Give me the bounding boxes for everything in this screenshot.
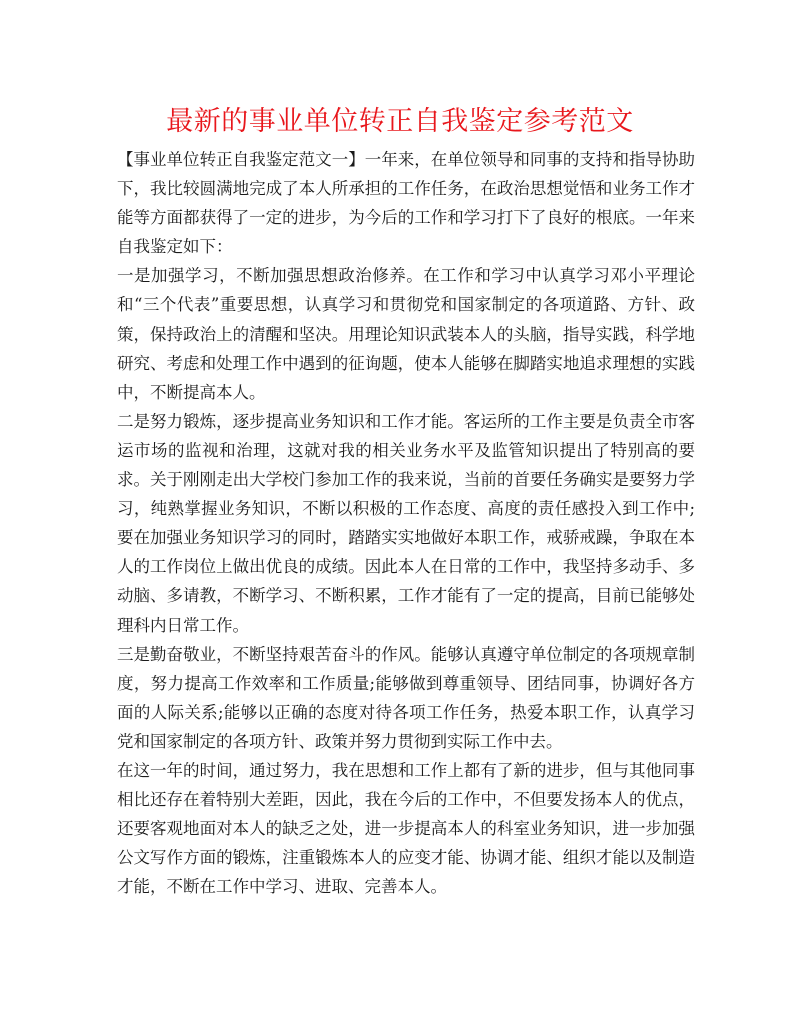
paragraph-point-three: 三是勤奋敬业，不断坚持艰苦奋斗的作风。能够认真遵守单位制定的各项规章制度，努力提高工作效率和工作质量;能够做到尊重领导、团结同事，协调好各方面的人际关系;能够以正确的态度对待各项工作任务，热爱本职工作，认真学习党和国家制定的各项方针、政策并努力贯彻到实际工作中去。 — [117, 644, 695, 751]
document-title: 最新的事业单位转正自我鉴定参考范文 — [166, 106, 634, 137]
paragraph-intro: 【事业单位转正自我鉴定范文一】一年来，在单位领导和同事的支持和指导协助下，我比较圆满地完成了本人所承担的工作任务，在政治思想觉悟和业务工作才能等方面都获得了一定的进步，为今后的工作和学习打下了良好的根底。一年来自我鉴定如下： — [117, 150, 695, 257]
paragraph-point-two: 二是努力锻炼，逐步提高业务知识和工作才能。客运所的工作主要是负责全市客运市场的监视和治理，这就对我的相关业务水平及监管知识提出了特别高的要求。关于刚刚走出大学校门参加工作的我来说，当前的首要任务确实是要努力学习，纯熟掌握业务知识，不断以积极的工作态度、高度的责任感投入到工作中;要在加强业务知识学习的同时，踏踏实实地做好本职工作，戒骄戒躁，争取在本人的工作岗位上做出优良的成绩。因此本人在日常的工作中，我坚持多动手、多动脑、多请教，不断学习、不断积累，工作才能有了一定的提高，目前已能够处理科内日常工作。 — [117, 411, 695, 635]
paragraph-conclusion: 在这一年的时间，通过努力，我在思想和工作上都有了新的进步，但与其他同事相比还存在着特别大差距，因此，我在今后的工作中，不但要发扬本人的优点，还要客观地面对本人的缺乏之处，进一步提高本人的科室业务知识，进一步加强公文写作方面的锻炼，注重锻炼本人的应变才能、协调才能、组织才能以及制造才能，不断在工作中学习、进取、完善本人。 — [117, 760, 695, 897]
paragraph-point-one: 一是加强学习，不断加强思想政治修养。在工作和学习中认真学习邓小平理论和“三个代表”重要思想，认真学习和贯彻党和国家制定的各项道路、方针、政策，保持政治上的清醒和坚决。用理论知识武装本人的头脑，指导实践，科学地研究、考虑和处理工作中遇到的征询题，使本人能够在脚踏实地追求理想的实践中，不断提高本人。 — [117, 266, 695, 402]
document-body — [117, 145, 695, 901]
